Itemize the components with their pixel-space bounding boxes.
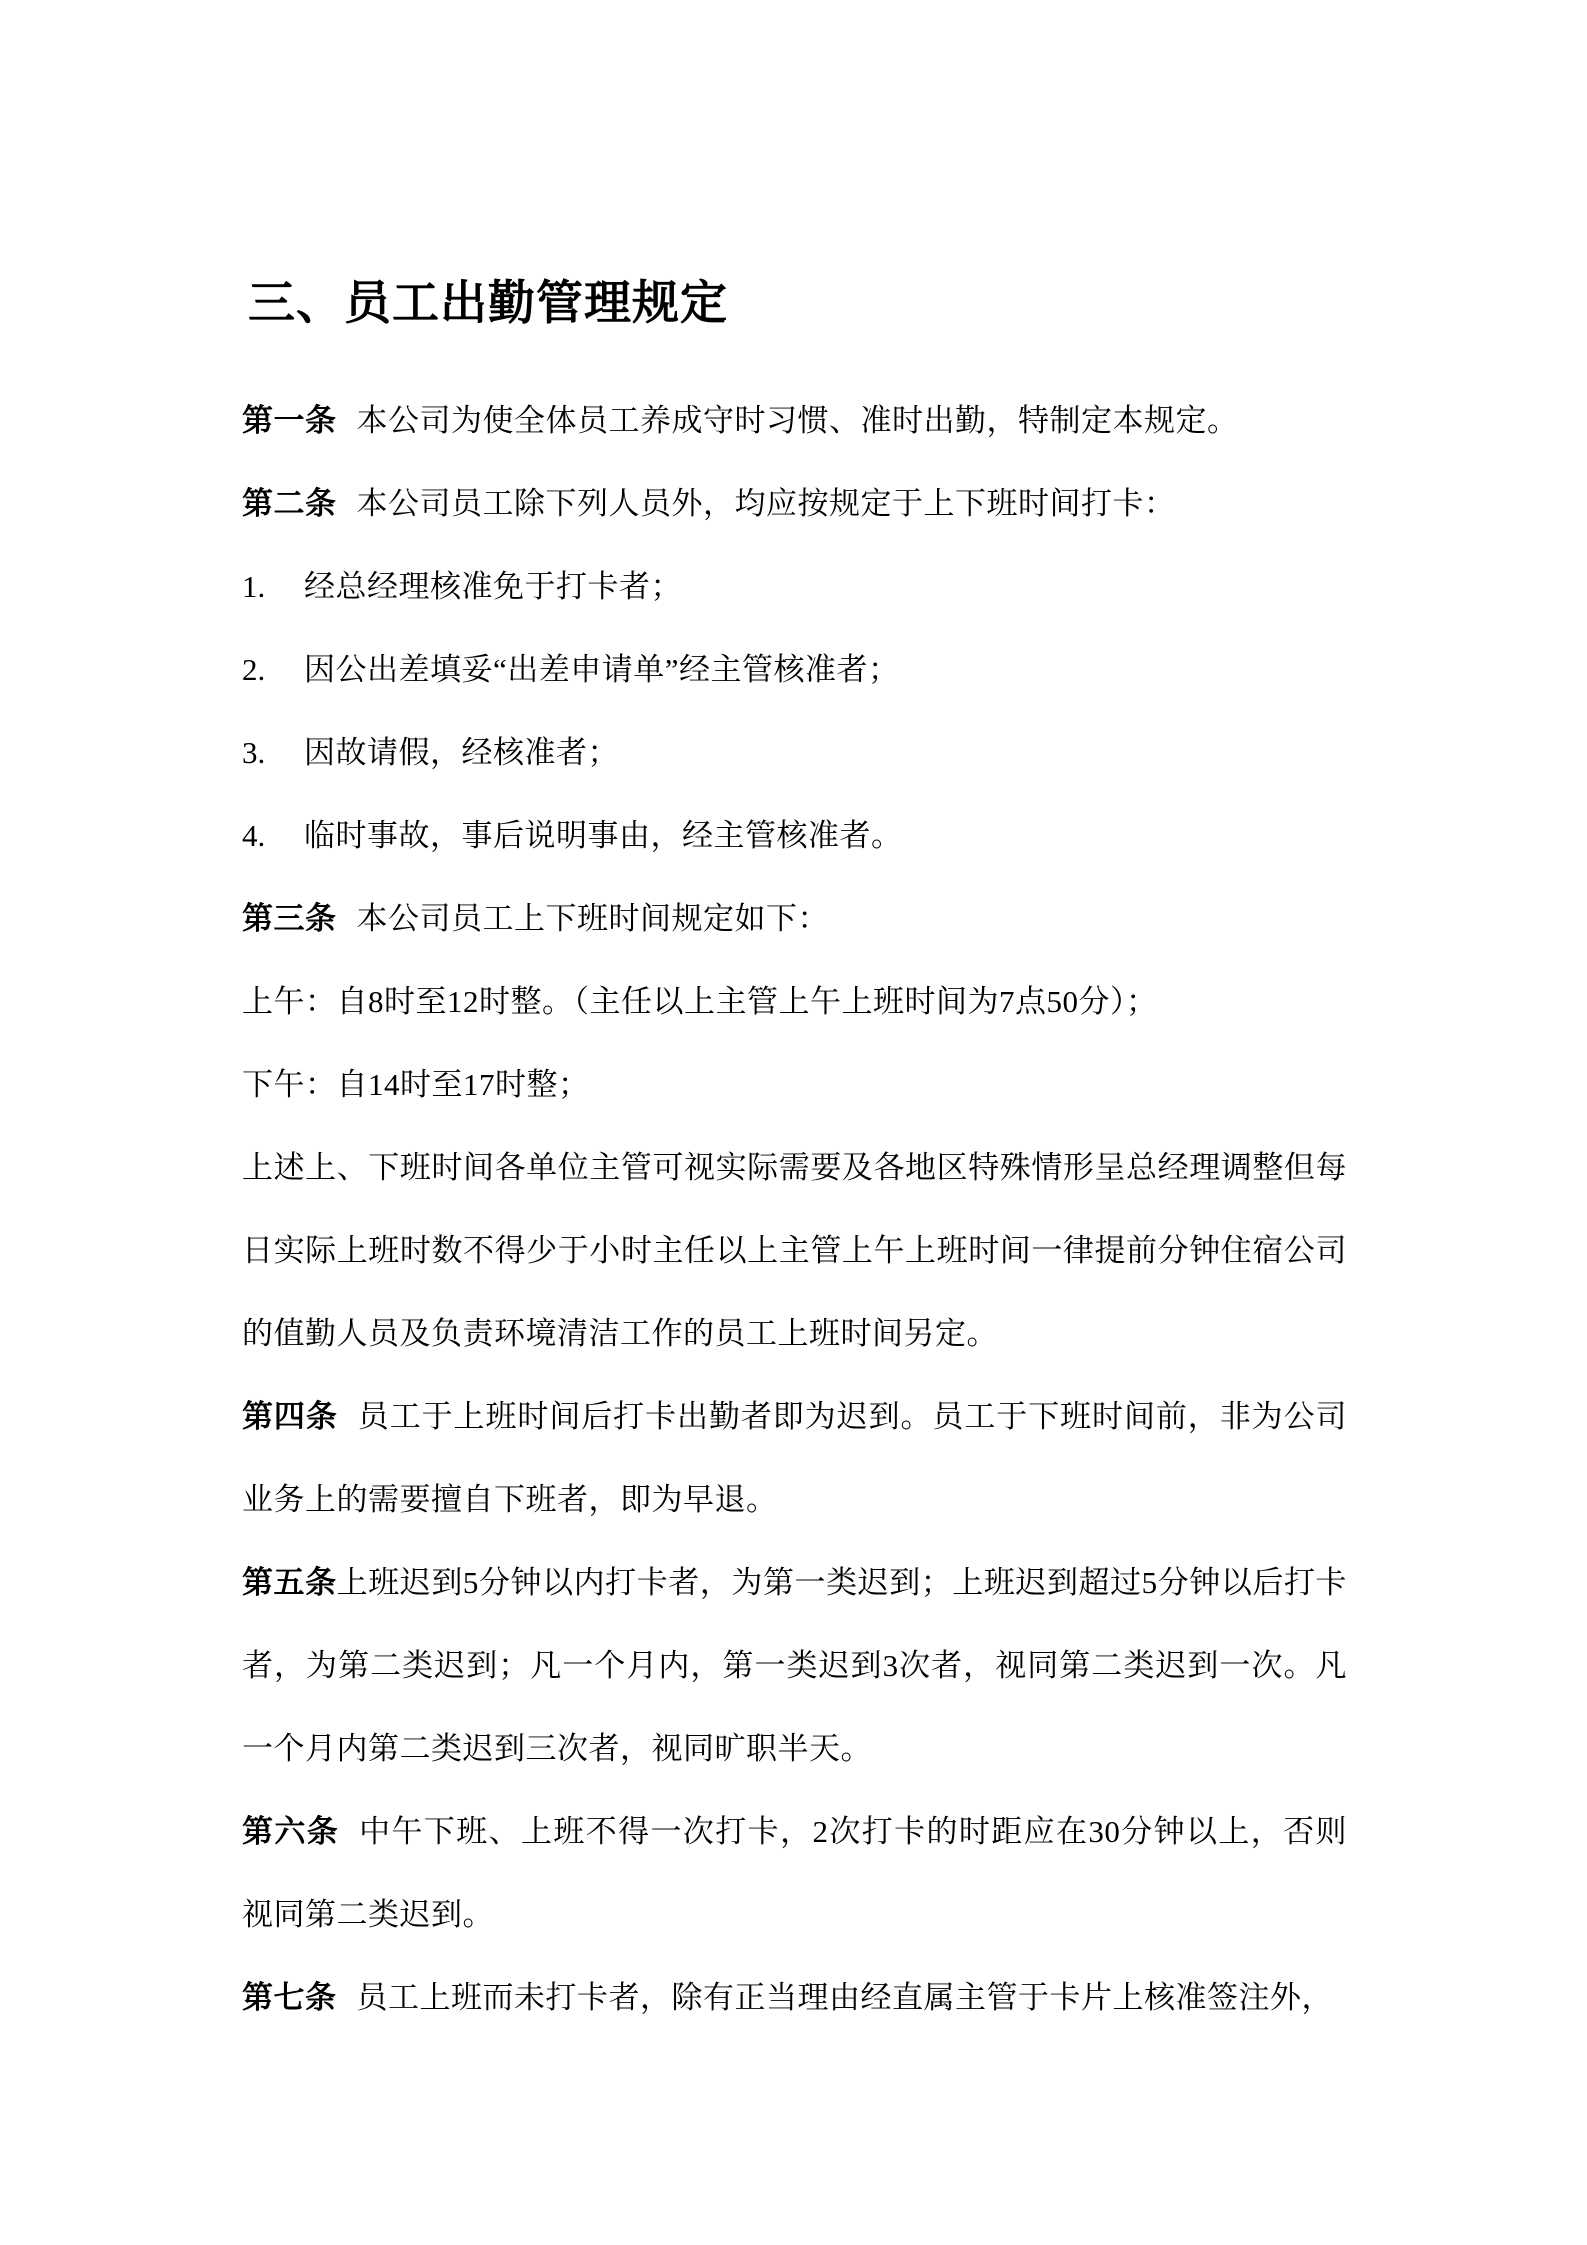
list-number: 1. <box>242 569 266 604</box>
article-paragraph <box>242 379 1347 462</box>
body-paragraph <box>242 1043 1347 1126</box>
paragraph-text: 员工于上班时间后打卡出勤者即为迟到。员工于下班时间前，非为公司业务上的需要擅自下班者，即为早退。 <box>242 1399 1348 1517</box>
list-item <box>242 711 1347 794</box>
list-item <box>242 545 1347 628</box>
body-paragraph <box>242 960 1347 1043</box>
list-item <box>242 794 1347 877</box>
paragraph-text: 下午：自14时至17时整； <box>242 1067 590 1102</box>
paragraph-text: 上述上、下班时间各单位主管可视实际需要及各地区特殊情形呈总经理调整但每日实际上班时数不得少于小时主任以上主管上午上班时间一律提前分钟住宿公司的值勤人员及负责环境清洁工作的员工上班时间另定。 <box>242 1150 1347 1351</box>
article-label: 第三条 <box>242 901 337 936</box>
article-label: 第四条 <box>242 1399 338 1434</box>
article-paragraph <box>242 877 1347 960</box>
paragraph-text: 因故请假，经核准者； <box>304 735 619 770</box>
list-number: 4. <box>242 818 266 853</box>
article-paragraph <box>242 1790 1347 1956</box>
list-item <box>242 628 1347 711</box>
document-body <box>242 379 1347 2039</box>
paragraph-text: 本公司为使全体员工养成守时习惯、准时出勤，特制定本规定。 <box>356 403 1239 438</box>
article-label: 第六条 <box>242 1814 340 1849</box>
article-label: 第七条 <box>242 1980 337 2015</box>
document-title: 三、员工出勤管理规定 <box>248 278 728 330</box>
list-number: 2. <box>242 652 266 687</box>
paragraph-text: 临时事故，事后说明事由，经主管核准者。 <box>304 818 903 853</box>
paragraph-text: 中午下班、上班不得一次打卡，2次打卡的时距应在30分钟以上，否则视同第二类迟到。 <box>242 1814 1348 1932</box>
paragraph-text: 上班迟到5分钟以内打卡者，为第一类迟到；上班迟到超过5分钟以后打卡者，为第二类迟到；凡一个月内，第一类迟到3次者，视同第二类迟到一次。凡一个月内第二类迟到三次者，视同旷职半天。 <box>242 1565 1347 1766</box>
article-paragraph <box>242 1541 1347 1790</box>
paragraph-text: 因公出差填妥“出差申请单”经主管核准者； <box>304 652 900 687</box>
paragraph-text: 员工上班而未打卡者，除有正当理由经直属主管于卡片上核准签注外， <box>356 1980 1333 2015</box>
article-label: 第一条 <box>242 403 337 438</box>
article-label: 第五条 <box>242 1565 337 1600</box>
article-paragraph <box>242 1956 1347 2039</box>
article-paragraph <box>242 462 1347 545</box>
paragraph-text: 经总经理核准免于打卡者； <box>304 569 682 604</box>
body-paragraph <box>242 1126 1347 1375</box>
paragraph-text: 本公司员工除下列人员外，均应按规定于上下班时间打卡： <box>356 486 1176 521</box>
paragraph-text: 上午：自8时至12时整。（主任以上主管上午上班时间为7点50分）； <box>242 984 1158 1019</box>
list-number: 3. <box>242 735 266 770</box>
article-label: 第二条 <box>242 486 337 521</box>
paragraph-text: 本公司员工上下班时间规定如下： <box>356 901 829 936</box>
article-paragraph <box>242 1375 1347 1541</box>
